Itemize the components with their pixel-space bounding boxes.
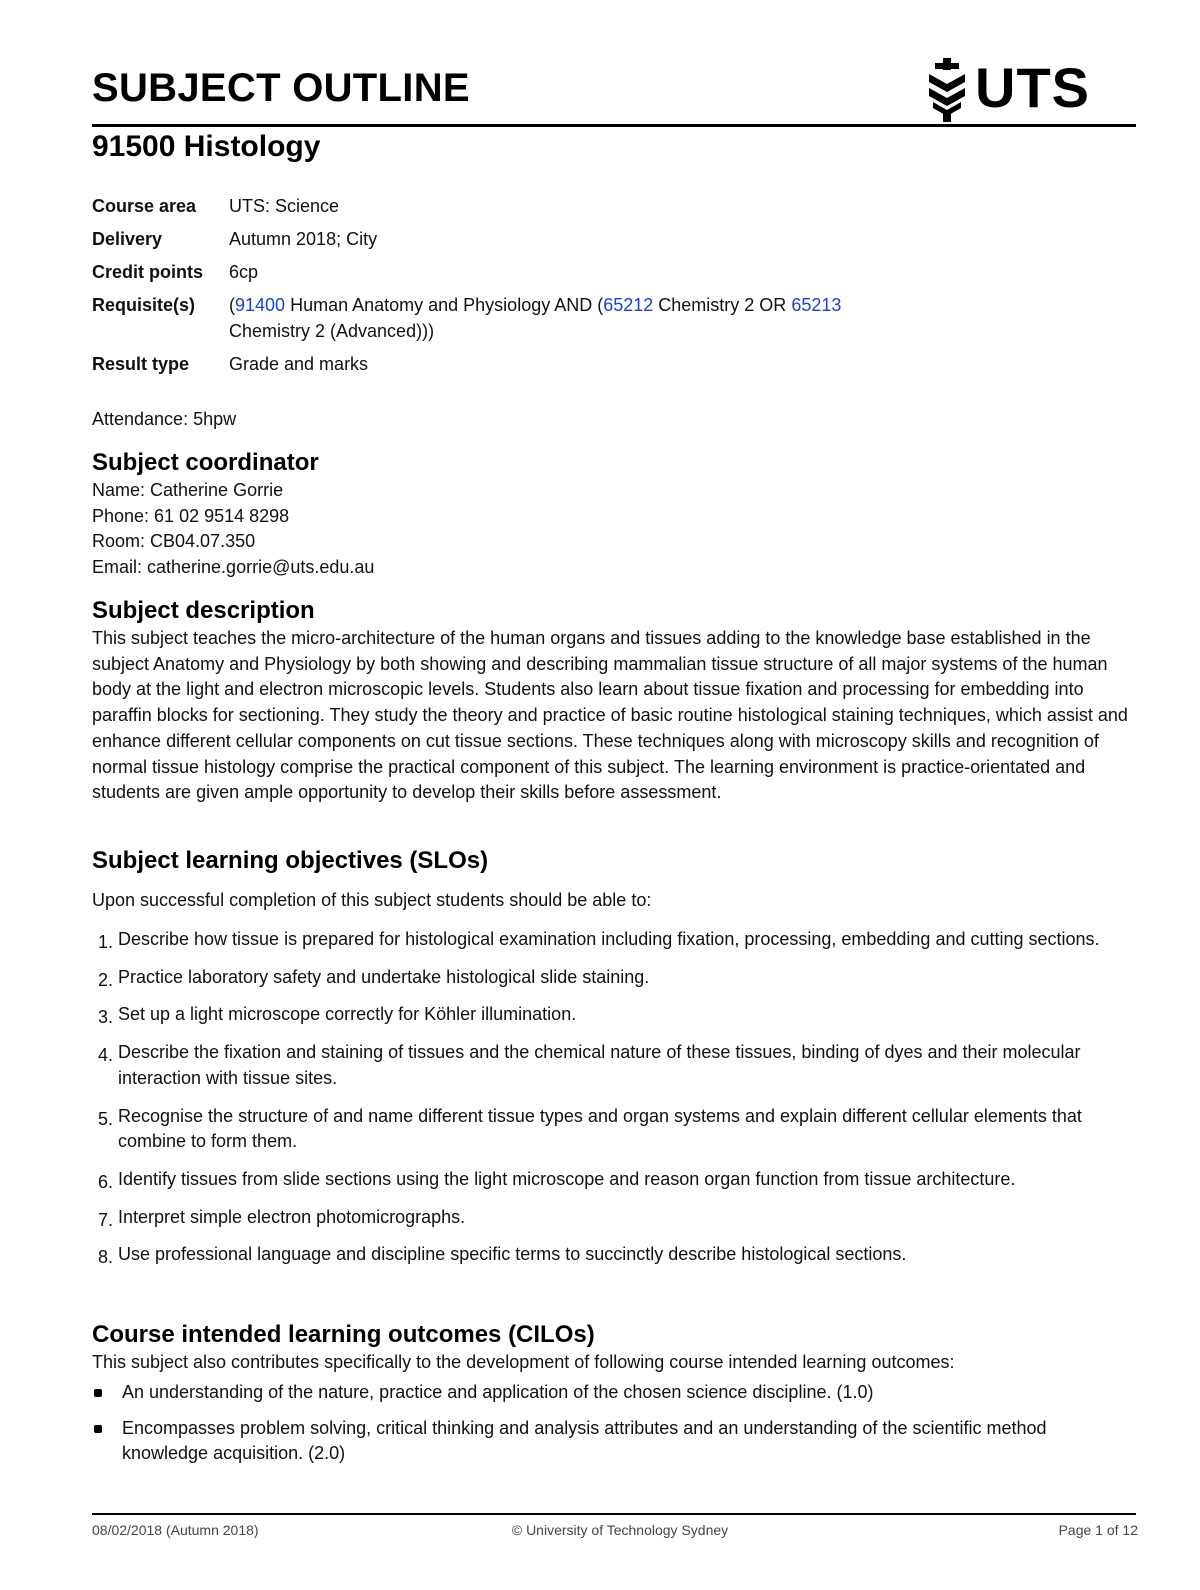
- slo-text: Recognise the structure of and name different tissue types and organ systems and explain different cellular elements that combine to form them.: [118, 1105, 1082, 1152]
- coordinator-room: Room: CB04.07.350: [92, 531, 256, 552]
- slo-number: 5.: [98, 1108, 114, 1129]
- slo-text: Use professional language and discipline specific terms to succinctly describe histological sections.: [118, 1244, 907, 1265]
- slo-number: 2.: [98, 969, 114, 990]
- cilo-item: [92, 1380, 1136, 1406]
- delivery-value: Autumn 2018; City: [229, 229, 378, 249]
- slo-number: 4.: [98, 1045, 114, 1066]
- uts-logo: [925, 58, 1095, 122]
- slo-number: 6.: [98, 1171, 114, 1192]
- delivery-label: Delivery: [92, 229, 163, 249]
- slo-list: [92, 927, 1136, 1280]
- footer-page-number: Page 1 of 12: [1058, 1522, 1138, 1538]
- slo-heading: Subject learning objectives (SLOs): [92, 847, 489, 874]
- footer-copyright: © University of Technology Sydney: [511, 1522, 729, 1538]
- slo-text: Identify tissues from slide sections using the light microscope and reason organ function from tissue architecture.: [118, 1168, 1016, 1189]
- footer-rule: [92, 1513, 1136, 1515]
- coordinator-heading: Subject coordinator: [92, 449, 319, 476]
- slo-number: 8.: [98, 1247, 114, 1268]
- bullet-icon: [94, 1389, 102, 1397]
- uts-crest-icon: [925, 58, 969, 122]
- page-title: SUBJECT OUTLINE: [92, 66, 470, 110]
- subject-details-table: [92, 193, 929, 384]
- cilo-section-header: [92, 1320, 1136, 1376]
- requisite-link-91400[interactable]: 91400: [235, 295, 286, 315]
- description-text: This subject teaches the micro-architecture of the human organs and tissues adding to the knowledge base established in the subject Anatomy and Physiology by both showing and describing mammalian tissue structure of all major systems of the human body at the light and electron microscopic levels. Students also learn about tissue fixation and processing for embedding into paraffin blocks for sectioning. They study the theory and practice of basic routine histological staining techniques, which assist and enhance different cellular components on cut tissue sections. These techniques along with microscopy skills and recognition of normal tissue histology comprise the practical component of this subject. The learning environment is practice-orientated and students are given ample opportunity to develop their skills before assessment.: [92, 628, 1128, 803]
- slo-section-header: [92, 846, 1136, 914]
- description-heading: Subject description: [92, 597, 315, 624]
- result-type-value: Grade and marks: [229, 354, 369, 374]
- cilo-text: Encompasses problem solving, critical thinking and analysis attributes and an understanding of the scientific method knowledge acquisition. (2.0): [122, 1417, 1047, 1464]
- requisite-text-4: Chemistry 2 (Advanced))): [229, 321, 435, 341]
- coordinator-name: Name: Catherine Gorrie: [92, 480, 284, 500]
- slo-text: Describe how tissue is prepared for histological examination including fixation, processing, embedding and cutting sections.: [118, 929, 1100, 949]
- requisites-label: Requisite(s): [92, 295, 196, 315]
- cilo-heading: Course intended learning outcomes (CILOs): [92, 1321, 595, 1348]
- slo-text: Practice laboratory safety and undertake histological slide staining.: [118, 966, 650, 987]
- uts-logo-text: UTS: [975, 56, 1090, 119]
- subject-heading: 91500 Histology: [92, 130, 321, 163]
- credit-points-value: 6cp: [229, 262, 259, 282]
- course-area-row: [92, 193, 929, 226]
- cilo-text: An understanding of the nature, practice and application of the chosen science discipline. (1.0): [122, 1382, 874, 1402]
- slo-item: [92, 1167, 1136, 1193]
- delivery-row: [92, 226, 929, 259]
- slo-item: [92, 1205, 1136, 1231]
- slo-number: 7.: [98, 1209, 114, 1230]
- coordinator-phone: Phone: 61 02 9514 8298: [92, 505, 290, 526]
- requisites-value: [229, 292, 929, 351]
- slo-item: [92, 1104, 1136, 1155]
- requisite-text-2: Human Anatomy and Physiology AND (: [285, 295, 604, 315]
- footer-date: 08/02/2018 (Autumn 2018): [92, 1522, 259, 1538]
- slo-number: 1.: [98, 932, 114, 952]
- slo-item: [92, 1242, 1136, 1268]
- slo-item: [92, 927, 1136, 953]
- cilo-list: [92, 1380, 1136, 1477]
- requisite-text-3: Chemistry 2 OR: [653, 295, 792, 315]
- slo-text: Describe the fixation and staining of tissues and the chemical nature of these tissues, binding of dyes and their molecular interaction with tissue sites.: [118, 1042, 1081, 1088]
- requisites-row: [92, 292, 929, 351]
- attendance-text: Attendance: 5hpw: [92, 409, 237, 429]
- slo-item: [92, 1040, 1136, 1091]
- requisite-link-65212[interactable]: 65212: [603, 295, 654, 315]
- cilo-intro: This subject also contributes specifically to the development of following course intended learning outcomes:: [92, 1352, 955, 1372]
- bullet-icon: [94, 1425, 102, 1433]
- course-area-value: UTS: Science: [229, 196, 340, 216]
- credit-points-row: [92, 259, 929, 292]
- result-type-label: Result type: [92, 354, 190, 374]
- slo-text: Set up a light microscope correctly for Köhler illumination.: [118, 1004, 577, 1025]
- credit-points-label: Credit points: [92, 262, 203, 282]
- slo-intro: Upon successful completion of this subject students should be able to:: [92, 890, 652, 910]
- description-section: [92, 596, 1136, 806]
- slo-item: [92, 965, 1136, 991]
- coordinator-email[interactable]: Email: catherine.gorrie@uts.edu.au: [92, 557, 375, 578]
- coordinator-section: [92, 448, 1136, 581]
- slo-number: 3.: [98, 1007, 114, 1028]
- requisite-link-65213[interactable]: 65213: [791, 295, 842, 315]
- course-area-label: Course area: [92, 196, 197, 216]
- cilo-item: [92, 1416, 1136, 1467]
- result-type-row: [92, 351, 929, 384]
- slo-item: [92, 1002, 1136, 1028]
- requisite-text-1: (: [229, 295, 235, 315]
- slo-text: Interpret simple electron photomicrographs.: [118, 1206, 466, 1227]
